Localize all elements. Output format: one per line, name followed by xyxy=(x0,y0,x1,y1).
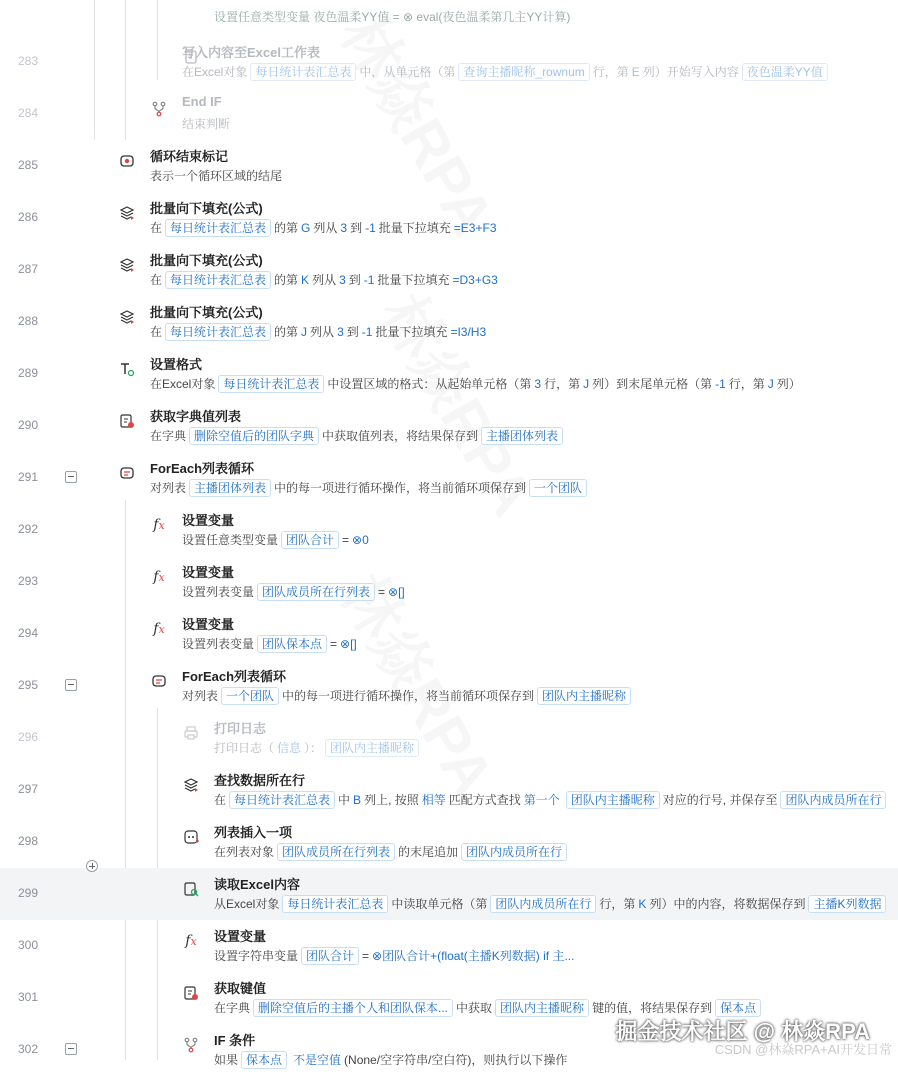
step-row[interactable] xyxy=(0,608,898,660)
variable-tag: 每日统计表汇总表 xyxy=(282,895,388,913)
step-description xyxy=(150,427,566,445)
collapse-toggle[interactable] xyxy=(65,679,77,691)
step-description xyxy=(214,739,422,757)
step-description xyxy=(150,167,282,184)
line-number: 284 xyxy=(17,106,39,120)
fx-icon: fx xyxy=(185,933,197,949)
desc-text: 行，第 xyxy=(544,377,581,391)
step-title: End IF xyxy=(182,94,222,109)
desc-text: 行，第 xyxy=(599,897,636,911)
variable-tag: 团队合计 xyxy=(301,947,359,965)
variable-tag: 团队内主播昵称 xyxy=(537,687,631,705)
param-value: 相等 xyxy=(421,793,446,807)
add-step-button[interactable] xyxy=(86,860,98,872)
param-value: J xyxy=(583,377,590,391)
variable-tag: 删除空值后的团队字典 xyxy=(189,427,319,445)
step-title: ForEach列表循环 xyxy=(182,669,287,684)
step-title: 列表插入一项 xyxy=(214,825,293,840)
param-value: 第一个 xyxy=(523,793,560,807)
step-title: 批量向下填充(公式) xyxy=(150,305,263,320)
step-row[interactable] xyxy=(0,712,898,764)
step-description xyxy=(150,271,501,289)
desc-text: 列）到末尾单元格（第 xyxy=(592,377,713,391)
desc-text: 的第 xyxy=(274,273,299,287)
variable-tag: 每日统计表汇总表 xyxy=(165,271,271,289)
collapse-toggle[interactable] xyxy=(65,471,77,483)
variable-tag: 一个团队 xyxy=(529,479,587,497)
desc-text: 在列表对象 xyxy=(214,845,275,859)
desc-text: 中的每一项进行循环操作，将当前循环项保存到 xyxy=(274,481,527,495)
step-row[interactable] xyxy=(0,816,898,868)
param-value: J xyxy=(767,377,774,391)
fx-icon: fx xyxy=(153,569,165,585)
loop-icon xyxy=(150,672,168,690)
variable-tag: 保本点 xyxy=(715,999,761,1017)
desc-text: 匹配方式查找 xyxy=(448,793,521,807)
desc-text: 在 xyxy=(150,325,163,339)
line-number: 287 xyxy=(17,262,39,276)
desc-text: 设置列表变量 xyxy=(182,637,255,651)
desc-text: 在 xyxy=(214,793,227,807)
dict-icon xyxy=(182,984,200,1002)
read-icon xyxy=(182,880,200,898)
step-row[interactable] xyxy=(0,140,898,192)
desc-text: 设置任意类型变量 xyxy=(182,533,279,547)
desc-text: 打印日志（ xyxy=(214,741,275,755)
desc-text: 在 xyxy=(150,221,163,235)
desc-text: 行，第 xyxy=(592,65,629,79)
variable-tag: 每日统计表汇总表 xyxy=(165,219,271,237)
step-description xyxy=(214,791,889,809)
step-description xyxy=(214,843,570,861)
param-value: -1 xyxy=(715,377,726,391)
variable-tag: 查询主播昵称_rownum xyxy=(458,63,589,81)
desc-text: = xyxy=(330,637,338,651)
line-number: 299 xyxy=(17,886,39,900)
param-value: 3 xyxy=(534,377,542,391)
line-number: 298 xyxy=(17,834,39,848)
desc-text: 在Excel对象 xyxy=(182,65,248,79)
step-title: 打印日志 xyxy=(214,721,267,736)
fx-icon: fx xyxy=(153,621,165,637)
param-value: 信息 xyxy=(277,741,302,755)
step-title: 批量向下填充(公式) xyxy=(150,201,263,216)
fill-icon xyxy=(118,308,136,326)
desc-text: 结束判断 xyxy=(182,117,231,131)
variable-tag: 主播K列数据 xyxy=(808,895,886,913)
variable-tag: 团队合计 xyxy=(281,531,339,549)
desc-text: 列从 xyxy=(312,273,337,287)
variable-tag: 每日统计表汇总表 xyxy=(250,63,356,81)
step-row[interactable] xyxy=(0,504,898,556)
desc-text: 行，第 xyxy=(728,377,765,391)
collapse-toggle[interactable] xyxy=(65,1043,77,1055)
desc-text: 中获取 xyxy=(456,1001,493,1015)
branch-icon xyxy=(150,100,168,118)
step-title: 设置变量 xyxy=(214,929,267,944)
param-value: ⊗[] xyxy=(388,585,405,599)
desc-text: 表示一个循环区域的结尾 xyxy=(150,169,283,183)
desc-text: 到 xyxy=(346,325,359,339)
step-description xyxy=(150,375,801,393)
dict-icon xyxy=(118,412,136,430)
desc-text: 设置列表变量 xyxy=(182,585,255,599)
variable-tag: 每日统计表汇总表 xyxy=(229,791,335,809)
fx-icon: fx xyxy=(153,517,165,533)
line-number: 290 xyxy=(17,418,39,432)
param-value: K xyxy=(638,897,647,911)
step-row[interactable] xyxy=(0,920,898,972)
desc-text: 中获取值列表，将结果保存到 xyxy=(322,429,479,443)
variable-tag: 主播团体列表 xyxy=(189,479,271,497)
param-value: J xyxy=(301,325,308,339)
step-description xyxy=(182,583,408,601)
desc-text: 中 xyxy=(338,793,351,807)
desc-text: = xyxy=(342,533,350,547)
desc-text: 批量下拉填充 xyxy=(375,325,448,339)
desc-text: (None/空字符串/空白符)，则执行以下操作 xyxy=(344,1053,568,1067)
branch-icon xyxy=(182,1036,200,1054)
step-row[interactable] xyxy=(0,452,898,504)
step-description xyxy=(150,479,590,497)
step-description xyxy=(214,895,889,913)
variable-tag: 每日统计表汇总表 xyxy=(165,323,271,341)
step-row[interactable] xyxy=(0,88,898,140)
step-description xyxy=(182,63,831,81)
variable-tag: 夜色温柔YY值 xyxy=(742,63,828,81)
desc-text: 中读取单元格（第 xyxy=(391,897,488,911)
line-number: 292 xyxy=(17,522,39,536)
line-number: 286 xyxy=(17,210,39,224)
desc-text: 中的每一项进行循环操作，将当前循环项保存到 xyxy=(282,689,535,703)
line-number: 296 xyxy=(17,730,39,744)
desc-text: 的末尾追加 xyxy=(398,845,459,859)
param-value: 3 xyxy=(339,273,346,287)
variable-tag: 团队内成员所在行 xyxy=(490,895,596,913)
desc-text: = xyxy=(378,585,386,599)
fill-icon xyxy=(118,256,136,274)
line-number: 302 xyxy=(17,1042,39,1056)
step-description xyxy=(214,1051,567,1069)
step-title: 批量向下填充(公式) xyxy=(150,253,263,268)
step-row[interactable] xyxy=(0,348,898,400)
param-value: =E3+F3 xyxy=(453,221,497,235)
line-number: 283 xyxy=(17,54,39,68)
step-title: 循环结束标记 xyxy=(150,149,229,164)
line-number: 293 xyxy=(17,574,39,588)
line-number: 289 xyxy=(17,366,39,380)
step-row[interactable] xyxy=(0,556,898,608)
variable-tag: 团队成员所在行列表 xyxy=(257,583,375,601)
step-row[interactable] xyxy=(0,764,898,816)
desc-text: = xyxy=(362,949,370,963)
desc-text: 在Excel对象 xyxy=(150,377,216,391)
step-row[interactable] xyxy=(0,660,898,712)
step-title: 设置变量 xyxy=(182,617,235,632)
desc-text: 列从 xyxy=(310,325,335,339)
desc-text: 对列表 xyxy=(150,481,187,495)
desc-text: 批量下拉填充 xyxy=(378,221,451,235)
loopend-icon xyxy=(118,152,136,170)
line-number: 295 xyxy=(17,678,39,692)
desc-text: 到 xyxy=(350,221,363,235)
step-description xyxy=(182,115,230,132)
step-description xyxy=(150,323,489,341)
param-value: 3 xyxy=(337,325,344,339)
step-row[interactable] xyxy=(0,296,898,348)
variable-tag: 团队成员所在行列表 xyxy=(277,843,395,861)
variable-tag: 团队内主播昵称 xyxy=(495,999,589,1017)
step-title: 获取键值 xyxy=(214,981,267,996)
step-title: 查找数据所在行 xyxy=(214,773,306,788)
variable-tag: 团队内主播昵称 xyxy=(566,791,660,809)
step-row[interactable] xyxy=(0,36,898,88)
desc-text: ）： xyxy=(304,741,323,755)
param-value: K xyxy=(301,273,310,287)
print-icon xyxy=(182,724,200,742)
desc-text: 的第 xyxy=(274,221,299,235)
line-number: 300 xyxy=(17,938,39,952)
desc-text: 对列表 xyxy=(182,689,219,703)
desc-text: 设置字符串变量 xyxy=(214,949,299,963)
desc-text: 列从 xyxy=(313,221,338,235)
desc-text: 列）中的内容，将数据保存到 xyxy=(649,897,806,911)
variable-tag: 团队内主播昵称 xyxy=(325,739,419,757)
desc-text: 到 xyxy=(348,273,361,287)
desc-text: 批量下拉填充 xyxy=(377,273,450,287)
desc-text: 的第 xyxy=(274,325,299,339)
variable-tag: 团队内成员所在行 xyxy=(461,843,567,861)
param-value: ⊗0 xyxy=(352,533,369,547)
step-row[interactable] xyxy=(0,192,898,244)
param-value: ⊗[] xyxy=(340,637,357,651)
variable-tag: 每日统计表汇总表 xyxy=(218,375,324,393)
desc-text: 列）开始写入内容 xyxy=(642,65,739,79)
step-row[interactable] xyxy=(0,868,898,920)
desc-text: 键的值，将结果保存到 xyxy=(592,1001,713,1015)
param-value: G xyxy=(301,221,311,235)
desc-text: 在字典 xyxy=(150,429,187,443)
variable-tag: 删除空值后的主播个人和团队保本... xyxy=(253,999,453,1017)
param-value: B xyxy=(353,793,362,807)
line-number: 301 xyxy=(17,990,39,1004)
fill-icon xyxy=(118,204,136,222)
fill-icon xyxy=(182,776,200,794)
partial-step-desc: 设置任意类型变量 夜色温柔YY值 = ⊗ eval(夜色温柔第几主YY计算) xyxy=(214,10,571,24)
param-value: -1 xyxy=(361,325,373,339)
variable-tag: 保本点 xyxy=(241,1051,287,1069)
step-title: 设置格式 xyxy=(150,357,203,372)
desc-text: 对应的行号, 并保存至 xyxy=(662,793,778,807)
param-value: =D3+G3 xyxy=(452,273,498,287)
format-icon xyxy=(118,360,136,378)
step-row[interactable] xyxy=(0,400,898,452)
param-value: -1 xyxy=(365,221,376,235)
variable-tag: 主播团体列表 xyxy=(481,427,563,445)
line-number: 297 xyxy=(17,782,39,796)
step-description xyxy=(182,531,372,549)
step-title: 读取Excel内容 xyxy=(214,877,300,892)
step-title: ForEach列表循环 xyxy=(150,461,255,476)
param-value: =I3/H3 xyxy=(450,325,487,339)
param-value: ⊗团队合计+(float(主播K列数据) if 主... xyxy=(372,949,575,963)
variable-tag: 团队内成员所在行 xyxy=(780,791,886,809)
desc-text: 中设置区域的格式：从起始单元格（第 xyxy=(327,377,532,391)
step-row[interactable] xyxy=(0,244,898,296)
variable-tag: 团队保本点 xyxy=(257,635,327,653)
desc-text: 在字典 xyxy=(214,1001,251,1015)
watermark-text: 掘金技术社区 @ 林焱RPA xyxy=(615,1019,870,1044)
desc-text: 列上, 按照 xyxy=(364,793,419,807)
step-description xyxy=(214,947,577,965)
loop-icon xyxy=(118,464,136,482)
watermark-small: CSDN @林焱RPA+AI开发日常 xyxy=(714,1042,892,1057)
step-description xyxy=(182,687,634,705)
param-value: 不是空值 xyxy=(293,1053,342,1067)
step-title: 写入内容至Excel工作表 xyxy=(182,45,320,60)
line-number: 291 xyxy=(17,470,39,484)
step-title: 获取字典值列表 xyxy=(150,409,242,424)
param-value: E xyxy=(631,65,640,79)
variable-tag: 一个团队 xyxy=(221,687,279,705)
insert-icon xyxy=(182,828,200,846)
desc-text: 在 xyxy=(150,273,163,287)
desc-text: 从Excel对象 xyxy=(214,897,280,911)
line-number: 294 xyxy=(17,626,39,640)
step-title: 设置变量 xyxy=(182,565,235,580)
step-description xyxy=(182,635,360,653)
desc-text: 列） xyxy=(776,377,801,391)
step-title: 设置变量 xyxy=(182,513,235,528)
step-description xyxy=(150,219,500,237)
param-value: -1 xyxy=(363,273,375,287)
desc-text: 如果 xyxy=(214,1053,239,1067)
desc-text: 中，从单元格（第 xyxy=(359,65,456,79)
step-title: IF 条件 xyxy=(214,1033,256,1048)
line-number: 288 xyxy=(17,314,39,328)
line-number: 285 xyxy=(17,158,39,172)
param-value: 3 xyxy=(340,221,348,235)
